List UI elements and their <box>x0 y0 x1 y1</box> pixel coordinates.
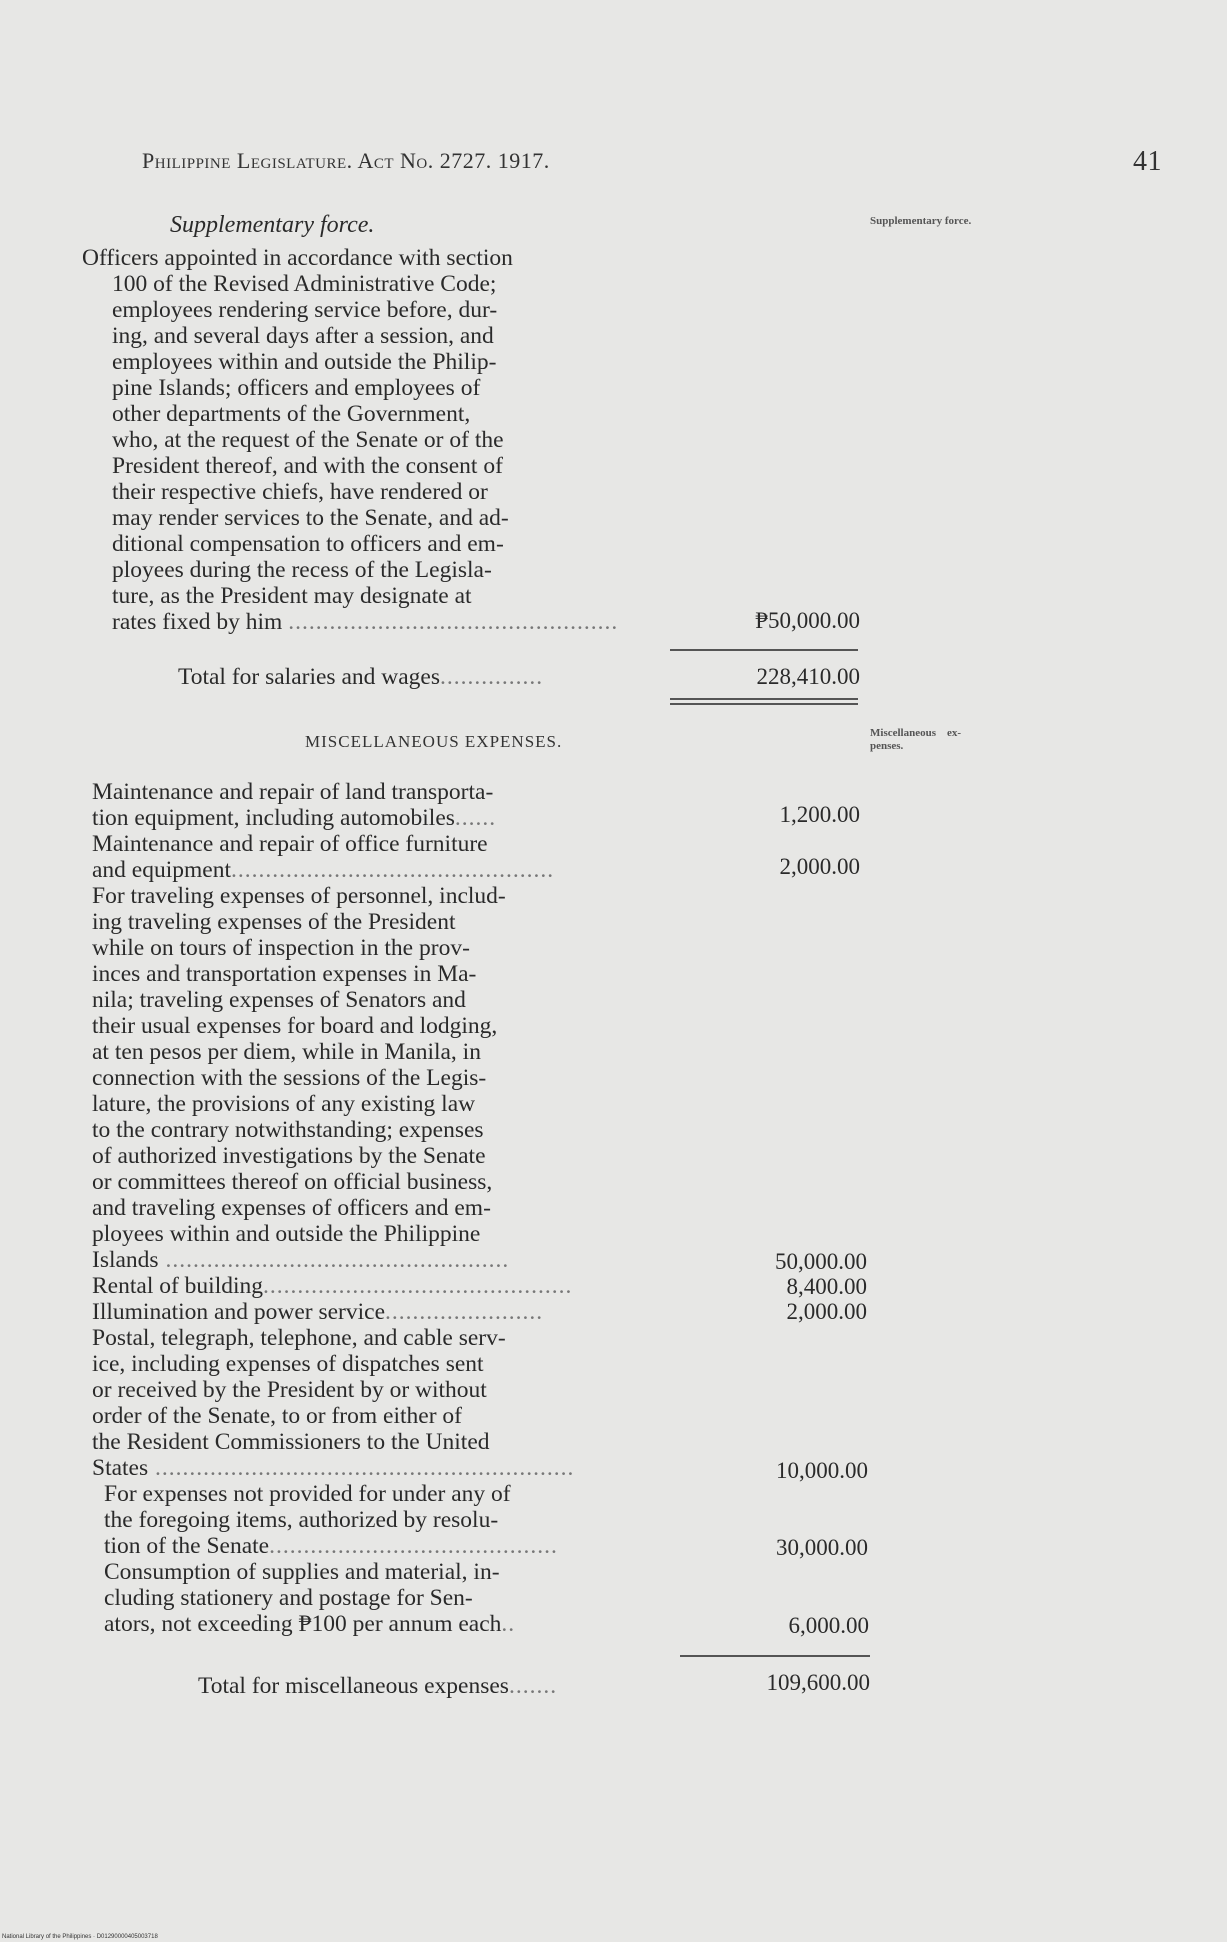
supplementary-line: ployees during the recess of the Legisla- <box>112 557 492 583</box>
leader-dots: .................................................. <box>158 1247 510 1273</box>
expense-line: and traveling expenses of officers and em- <box>92 1195 491 1221</box>
running-title: Philippine Legislature. Act No. 2727. 1917. <box>142 148 550 173</box>
sidenote-supplementary: Supplementary force. <box>870 215 972 227</box>
expense-line: Consumption of supplies and material, in- <box>104 1559 500 1585</box>
running-header <box>142 148 1162 188</box>
expense-line <box>92 1247 692 1273</box>
supplementary-line: President thereof, and with the consent of <box>112 453 503 479</box>
expense-line: Postal, telegraph, telephone, and cable serv- <box>92 1325 506 1351</box>
leader-dots: ............... <box>439 664 544 690</box>
expense-item <box>92 831 692 883</box>
miscellaneous-heading: MISCELLANEOUS EXPENSES. <box>305 732 563 751</box>
expense-line: the foregoing items, authorized by resolu- <box>104 1507 499 1533</box>
expense-line: Maintenance and repair of land transporta- <box>92 779 494 805</box>
expense-item <box>92 1273 692 1299</box>
expense-amount: 10,000.00 <box>776 1458 868 1483</box>
miscellaneous-total-label: Total for miscellaneous expenses <box>198 1673 509 1699</box>
leader-dots: ....... <box>508 1673 558 1699</box>
expense-item <box>92 1299 692 1325</box>
expense-line: ice, including expenses of dispatches sent <box>92 1351 484 1377</box>
leader-dots: ............................................... <box>231 857 555 883</box>
expense-line: at ten pesos per diem, while in Manila, in <box>92 1039 481 1065</box>
expense-line: ing traveling expenses of the President <box>92 909 456 935</box>
total-double-rule <box>670 698 858 705</box>
expense-line: or committees thereof on official business, <box>92 1169 493 1195</box>
expense-amount: 50,000.00 <box>775 1249 867 1274</box>
supplementary-line: 100 of the Revised Administrative Code; <box>112 271 497 297</box>
supplementary-heading: Supplementary force. <box>170 212 375 238</box>
subtotal-rule <box>680 1655 870 1657</box>
expense-amount: 8,400.00 <box>786 1274 867 1299</box>
expense-line: or received by the President by or without <box>92 1377 487 1403</box>
expense-line: while on tours of inspection in the prov- <box>92 935 470 961</box>
expense-line <box>92 1455 692 1481</box>
expense-line-text: Illumination and power service <box>92 1299 386 1325</box>
salaries-total-label: Total for salaries and wages <box>178 664 440 690</box>
expense-amount: 6,000.00 <box>788 1613 869 1638</box>
supplementary-line <box>82 609 682 635</box>
supplementary-line: their respective chiefs, have rendered or <box>112 479 488 505</box>
supplementary-line: may render services to the Senate, and ad- <box>112 505 509 531</box>
leader-dots: ................................................ <box>288 609 619 635</box>
expense-line: inces and transportation expenses in Ma- <box>92 961 477 987</box>
miscellaneous-total-amount: 109,600.00 <box>766 1670 870 1695</box>
expense-line: their usual expenses for board and lodging, <box>92 1013 498 1039</box>
expense-line <box>104 1611 692 1637</box>
leader-dots: ...... <box>454 805 497 831</box>
supplementary-line: ing, and several days after a session, and <box>112 323 494 349</box>
expense-item <box>92 1481 692 1559</box>
expense-line: to the contrary notwithstanding; expenses <box>92 1117 484 1143</box>
expense-line: order of the Senate, to or from either of <box>92 1403 462 1429</box>
supplementary-line: ditional compensation to officers and em- <box>112 531 504 557</box>
expense-line: the Resident Commissioners to the United <box>92 1429 490 1455</box>
expense-amount: 1,200.00 <box>779 802 860 827</box>
sidenote-miscellaneous <box>870 727 1070 753</box>
sidenote-miscellaneous-line1: Miscellaneous ex- <box>870 727 962 739</box>
expense-line: lature, the provisions of any existing law <box>92 1091 476 1117</box>
expense-item <box>92 883 692 1273</box>
expense-line: connection with the sessions of the Legis- <box>92 1065 487 1091</box>
supplementary-line: pine Islands; officers and employees of <box>112 375 481 401</box>
expense-item <box>92 1559 692 1637</box>
supplementary-line: other departments of the Government, <box>112 401 471 427</box>
expense-amount: 2,000.00 <box>786 1299 867 1324</box>
supplementary-line: Officers appointed in accordance with section <box>82 245 513 271</box>
supplementary-line: who, at the request of the Senate or of the <box>112 427 504 453</box>
leader-dots: ............................................. <box>263 1273 573 1299</box>
leader-dots: .......................................... <box>269 1533 558 1559</box>
miscellaneous-items <box>92 779 692 1637</box>
expense-line: of authorized investigations by the Senate <box>92 1143 486 1169</box>
supplementary-amount: ₱50,000.00 <box>755 608 860 633</box>
expense-line-text: ators, not exceeding ₱100 per annum each <box>104 1611 502 1637</box>
subtotal-rule <box>670 649 858 651</box>
leader-dots: ....................... <box>385 1299 544 1325</box>
expense-line-text: Rental of building <box>92 1273 264 1299</box>
expense-line: nila; traveling expenses of Senators and <box>92 987 466 1013</box>
supplementary-line: employees within and outside the Philip- <box>112 349 497 375</box>
expense-line <box>92 805 692 831</box>
leader-dots: ............................................................. <box>148 1455 575 1481</box>
sidenote-miscellaneous-line2: penses. <box>870 740 904 752</box>
expense-line-text: tion of the Senate <box>104 1533 270 1559</box>
miscellaneous-total-row <box>198 1673 718 1699</box>
supplementary-line: ture, as the President may designate at <box>112 583 472 609</box>
expense-item <box>92 779 692 831</box>
scan-footer: National Library of the Philippines · D01290000405003718 <box>2 1934 158 1940</box>
expense-line: ployees within and outside the Philippine <box>92 1221 481 1247</box>
expense-item <box>92 1325 692 1481</box>
expense-line-text: Islands <box>92 1247 159 1273</box>
expense-line-text: States <box>92 1455 149 1481</box>
salaries-total-amount: 228,410.00 <box>756 664 860 689</box>
leader-dots: .. <box>501 1611 516 1637</box>
expense-line: For expenses not provided for under any of <box>104 1481 511 1507</box>
expense-line-text: tion equipment, including automobiles <box>92 805 455 831</box>
supplementary-paragraph <box>82 245 682 635</box>
salaries-total-row <box>178 664 698 690</box>
expense-amount: 2,000.00 <box>779 854 860 879</box>
page-number: 41 <box>1133 146 1162 177</box>
expense-amount: 30,000.00 <box>776 1535 868 1560</box>
expense-line <box>104 1533 692 1559</box>
expense-line: Maintenance and repair of office furniture <box>92 831 488 857</box>
supplementary-line: employees rendering service before, dur- <box>112 297 498 323</box>
expense-line-text: and equipment <box>92 857 232 883</box>
expense-line: cluding stationery and postage for Sen- <box>104 1585 473 1611</box>
expense-line <box>92 857 692 883</box>
supplementary-last-line-text: rates fixed by him <box>112 609 283 635</box>
expense-line: For traveling expenses of personnel, includ- <box>92 883 506 909</box>
